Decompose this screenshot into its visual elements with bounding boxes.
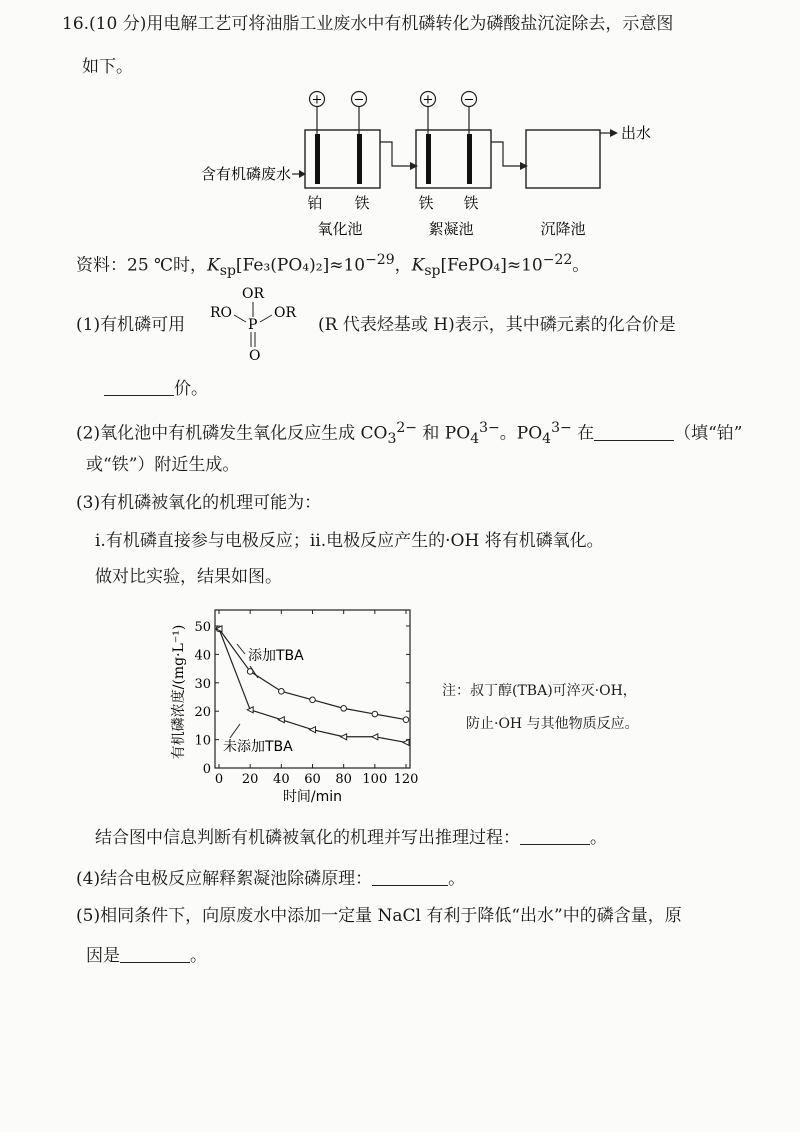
chart-note-1: 注：叔丁醇(TBA)可淬灭·OH，: [442, 683, 637, 699]
settling-pool: [526, 130, 600, 188]
outlet-label: 出水: [621, 124, 652, 142]
y-tick-label: 20: [194, 705, 211, 721]
y-tick-label: 0: [202, 762, 211, 777]
electrode-label-fe-3: 铁: [463, 194, 479, 212]
x-axis-label: 时间/min: [282, 789, 343, 805]
inlet-label: 含有机磷废水: [200, 165, 291, 183]
data-point: [279, 689, 285, 695]
answer-blank-2[interactable]: [594, 422, 674, 441]
x-tick-label: 80: [335, 772, 352, 787]
question-header: [62, 12, 673, 36]
y-tick-label: 30: [194, 676, 211, 692]
concentration-chart: [160, 598, 430, 813]
data-point: [341, 734, 347, 740]
x-tick-label: 120: [393, 772, 419, 787]
minus-sign: −: [353, 92, 365, 108]
process-diagram: [170, 82, 670, 242]
plus-sign-2: +: [422, 92, 434, 108]
data-point: [403, 717, 409, 723]
structure-o: O: [249, 348, 261, 364]
y-axis-label: 有机磷浓度/(mg·L⁻¹): [171, 624, 187, 760]
answer-blank-3[interactable]: [520, 826, 590, 845]
ksp-data-note: 资料：25 ℃时，$K_{sp}[Fe_3(PO_4)_2]\approx 10^{-29}$，$K_{sp}[FePO_4]\approx 10^{-22}$。: [76, 252, 590, 280]
pool-label-oxidation: 氧化池: [317, 220, 363, 238]
electrode-label-fe-1: 铁: [354, 194, 370, 212]
part3-line-2: ⅰ.有机磷直接参与电极反应；ⅱ.电极反应产生的·OH 将有机磷氧化。: [95, 531, 604, 551]
question-points: (10 分): [89, 14, 147, 34]
data-point: [310, 697, 316, 703]
intro-line-1: 用电解工艺可将油脂工业废水中有机磷转化为磷酸盐沉淀除去，示意图: [146, 14, 674, 34]
series-line-2: [219, 629, 406, 743]
part4-line: (4)结合电极反应解释絮凝池除磷原理： 。: [76, 869, 466, 889]
part1-text: (R 代表烃基或 H)表示，其中磷元素的化合价是: [318, 315, 676, 335]
x-tick-label: 100: [362, 772, 388, 787]
structure-p: P: [248, 317, 258, 333]
answer-blank-4[interactable]: [372, 867, 448, 886]
electrode-label-fe-2: 铁: [418, 194, 434, 212]
x-tick-label: 20: [241, 772, 259, 787]
oxidation-pool: [305, 92, 380, 189]
series-label-1: 添加TBA: [248, 648, 304, 664]
series-label-2: 未添加TBA: [223, 739, 293, 755]
chart-note-2: 防止·OH 与其他物质反应。: [466, 716, 639, 732]
structure-ro: RO: [210, 305, 233, 321]
part3-line-1: (3)有机磷被氧化的机理可能为：: [76, 493, 322, 513]
organophosphorus-structure: [208, 282, 318, 366]
structure-or-right: OR: [274, 305, 297, 321]
data-point: [310, 727, 316, 733]
question-number: 16.: [62, 14, 90, 34]
answer-blank-1[interactable]: [104, 377, 174, 396]
plus-sign: +: [311, 92, 323, 108]
part1-answer-line: 价。: [104, 377, 208, 401]
part3-line-3: 做对比实验，结果如图。: [95, 567, 282, 587]
data-point: [372, 711, 378, 717]
pool-label-settling: 沉降池: [540, 220, 586, 238]
data-point: [247, 707, 253, 713]
part1-label: (1)有机磷可用: [76, 315, 186, 335]
x-tick-label: 0: [214, 772, 224, 787]
series-leader-1: [237, 644, 245, 654]
y-tick-label: 50: [194, 620, 211, 635]
part3-conclusion: 结合图中信息判断有机磷被氧化的机理并写出推理过程： 。: [95, 828, 607, 848]
data-point: [278, 717, 284, 723]
series-leader-2: [230, 724, 240, 738]
outlet-arrow-icon: [610, 129, 618, 137]
electrode-label-pt: 铂: [307, 194, 323, 212]
part5-line-1: (5)相同条件下，向原废水中添加一定量 NaCl 有利于降低“出水”中的磷含量，原: [76, 906, 682, 926]
intro-line-2: 如下。: [82, 57, 133, 77]
data-point: [341, 706, 347, 712]
data-point: [403, 739, 409, 745]
part2-line-2: 或“铁”）附近生成。: [86, 455, 240, 475]
y-tick-label: 40: [194, 648, 211, 664]
pool-label-flocculation: 絮凝池: [428, 220, 474, 238]
structure-or-top: OR: [242, 286, 265, 302]
series-line-1: [219, 629, 406, 720]
flocculation-pool: [416, 92, 491, 189]
x-tick-label: 60: [304, 772, 321, 787]
minus-sign-2: −: [463, 92, 475, 108]
part2-line-1: (2)氧化池中有机磷发生氧化反应生成 $CO_3^{2-}$ 和 $PO_4^{3-}$。$PO_4^{3-}$ 在 （填“铂”: [76, 420, 743, 448]
y-tick-label: 10: [194, 733, 211, 749]
data-point: [372, 734, 378, 740]
x-tick-label: 40: [273, 772, 290, 787]
answer-blank-5[interactable]: [120, 944, 190, 963]
part5-line-2: 因是 。: [86, 946, 207, 966]
